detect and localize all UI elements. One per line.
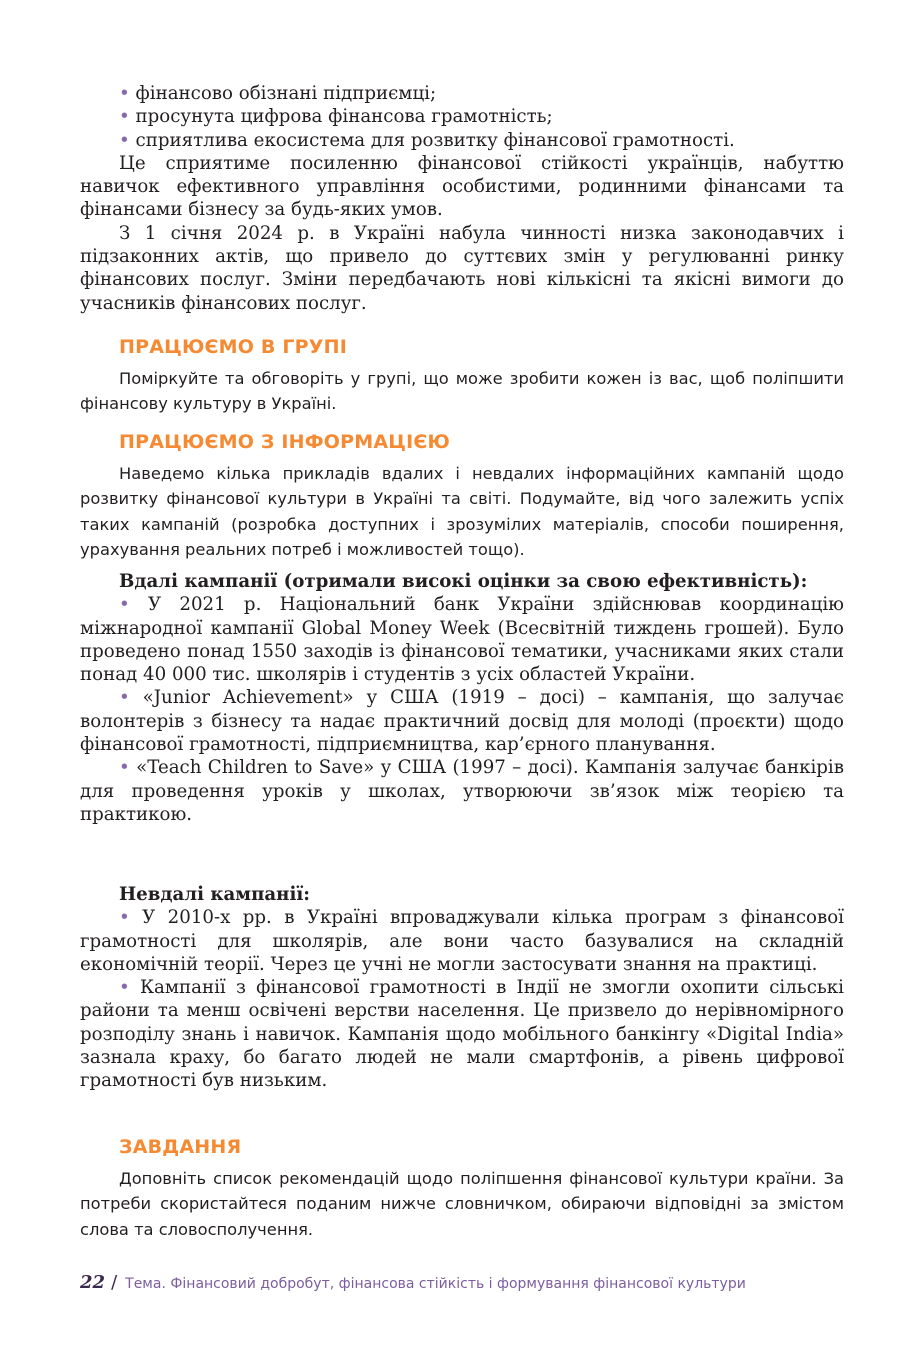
success-campaigns: [80, 570, 844, 826]
task-text: Доповніть список рекомендацій щодо поліпшення фінансової культури країни. За потреби скористайтеся поданим нижче словничком, обираючи відповідні за змістом слова та словосполучення.: [80, 1169, 844, 1239]
intro-bullet-list: [80, 82, 844, 315]
group-work-text: Поміркуйте та обговоріть у групі, що може зробити кожен із вас, щоб поліпшити фінансову культуру в Україні.: [80, 369, 844, 414]
footer-topic: Тема. Фінансовий добробут, фінансова стійкість і формування фінансової культури: [125, 1276, 746, 1292]
task-section: [80, 1166, 844, 1242]
bullet-icon: •: [119, 687, 130, 709]
bullet-icon: •: [119, 83, 130, 104]
bullet-icon: •: [119, 977, 130, 999]
intro-paragraph-1: Це сприятиме посиленню фінансової стійкості українців, набуттю навичок ефективного управління особистими, родинними фінансами та фінансами бізнесу за будь-яких умов.: [80, 152, 844, 221]
list-item: • фінансово обізнані підприємці;: [119, 83, 437, 104]
success-campaigns-title: Вдалі кампанії (отримали високі оцінки за свою ефективність):: [119, 571, 808, 592]
list-item: • «Junior Achievement» у США (1919 – досі) – кампанія, що залучає волонтерів з бізнесу та надає практичний досвід для молоді (проєкти) щодо фінансової грамотності, підприємництва, кар’єрного планування.: [80, 687, 844, 756]
list-item: • сприятлива екосистема для розвитку фінансової грамотності.: [119, 129, 735, 151]
task-heading: ЗАВДАННЯ: [119, 1136, 242, 1158]
bullet-icon: •: [119, 106, 130, 128]
info-work-text: Наведемо кілька прикладів вдалих і невдалих інформаційних кампаній щодо розвитку фінансової культури в Україні та світі. Подумайте, від чого залежить успіх таких кампаній (розробка доступних і зрозумілих матеріалів, способи поширення, урахування реальних потреб і можливостей тощо).: [80, 464, 844, 560]
failed-campaigns-title: Невдалі кампанії:: [119, 884, 311, 905]
intro-paragraph-2: З 1 січня 2024 р. в Україні набула чинності низка законодавчих і підзаконних актів, що привело до суттєвих змін у регулюванні ринку фінансових послуг. Зміни передбачають нові кількісні та якісні вимоги до учасників фінансових послуг.: [80, 222, 844, 314]
info-work-heading: ПРАЦЮЄМО З ІНФОРМАЦІЄЮ: [119, 431, 451, 453]
list-item: • У 2010-х рр. в Україні впроваджували кілька програм з фінансової грамотності для школярів, але вони часто базувалися на складній економічній теорії. Через це учні не могли застосувати знання на практиці.: [80, 907, 844, 975]
bullet-icon: •: [119, 907, 130, 929]
failed-campaigns: [80, 883, 844, 1093]
list-item: • «Teach Children to Save» у США (1997 – досі). Кампанія залучає банкірів для проведення уроків у школах, утворюючи зв’язок між теорією та практикою.: [80, 757, 844, 825]
group-work-heading: ПРАЦЮЄМО В ГРУПІ: [119, 336, 348, 358]
list-item: • У 2021 р. Національний банк України здійснював координацію міжнародної кампанії Global Money Week (Всесвітній тиждень грошей). Було проведено понад 1550 заходів із фінансової тематики, учасниками яких стали понад 40 000 тис. школярів і студентів з усіх областей України.: [80, 594, 844, 686]
list-item: • Кампанії з фінансової грамотності в Індії не змогли охопити сільські райони та менш освічені верстви населення. Це призвело до нерівномірного розподілу знань і навичок. Кампанія щодо мобільного банкінгу «Digital India» зазнала краху, бо багато людей не мали смартфонів, а рівень цифрової грамотності був низьким.: [80, 977, 844, 1092]
group-work-section: [80, 366, 844, 417]
page-footer: [80, 1271, 746, 1296]
bullet-icon: •: [119, 594, 130, 616]
footer-separator: /: [111, 1272, 118, 1293]
bullet-icon: •: [119, 757, 130, 779]
page-number: 22: [80, 1272, 106, 1293]
info-work-intro: [80, 461, 844, 563]
list-item: • просунута цифрова фінансова грамотність;: [119, 106, 553, 128]
bullet-icon: •: [119, 129, 130, 151]
